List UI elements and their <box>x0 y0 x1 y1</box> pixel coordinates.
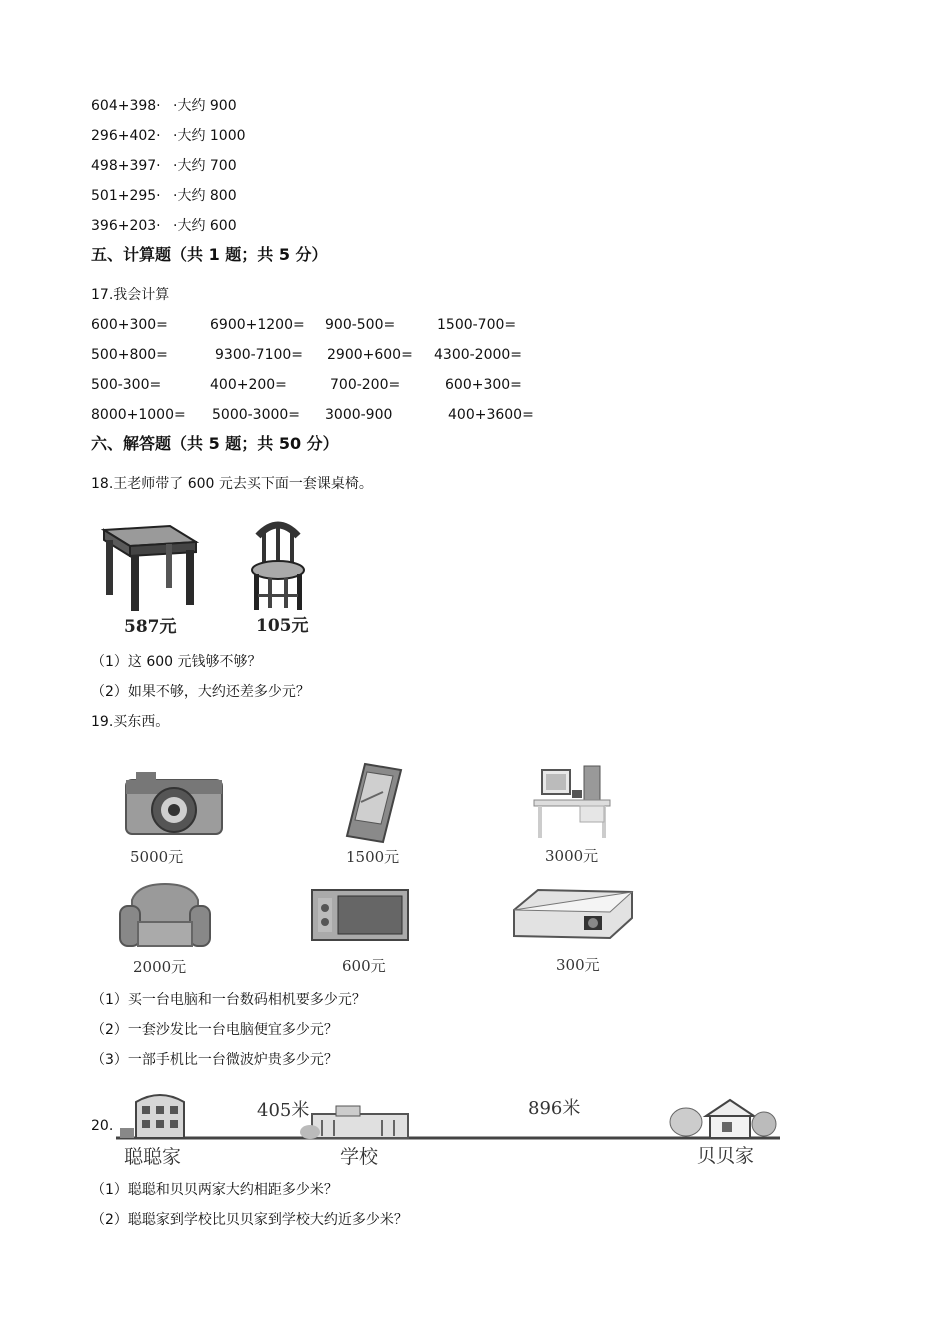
match-right-1: ·大约 900 <box>173 98 237 114</box>
match-left-4: 501+295· <box>91 188 161 204</box>
match-left-3: 498+397· <box>91 158 161 174</box>
distance-label-1: 405米 <box>257 1100 310 1121</box>
calc-r2-c4: 4300-2000= <box>434 347 523 363</box>
projector-price: 300元 <box>556 956 600 974</box>
match-left-2: 296+402· <box>91 128 161 144</box>
calc-r4-c1: 8000+1000= <box>91 407 186 423</box>
question-19-sub-1: （1）买一台电脑和一台数码相机要多少元？ <box>91 992 366 1008</box>
calc-r4-c2: 5000-3000= <box>212 407 301 423</box>
chair-icon <box>248 514 308 614</box>
match-right-4: ·大约 800 <box>173 188 237 204</box>
phone-price: 1500元 <box>346 848 400 866</box>
calc-r3-c2: 400+200= <box>210 377 287 393</box>
phone-icon <box>343 762 403 844</box>
place-beibei-home: 贝贝家 <box>697 1145 755 1167</box>
school-icon <box>300 1106 408 1139</box>
calc-r1-c2: 6900+1200= <box>210 317 305 333</box>
beibei-house-icon <box>670 1100 776 1138</box>
question-17-title: 17.我会计算 <box>91 287 170 303</box>
question-19-sub-3: （3）一部手机比一台微波炉贵多少元？ <box>91 1052 338 1068</box>
question-20-sub-1: （1）聪聪和贝贝两家大约相距多少米？ <box>91 1182 338 1198</box>
match-right-3: ·大约 700 <box>173 158 237 174</box>
section-6-heading: 六、解答题（共 5 题；共 50 分） <box>91 434 339 453</box>
question-18-title: 18.王老师带了 600 元去买下面一套课桌椅。 <box>91 476 373 492</box>
microwave-price: 600元 <box>342 957 386 975</box>
match-right-2: ·大约 1000 <box>173 128 246 144</box>
sofa-price: 2000元 <box>133 958 187 976</box>
distance-label-2: 896米 <box>528 1098 581 1119</box>
desk-price: 587元 <box>124 617 177 637</box>
calc-r3-c4: 600+300= <box>445 377 522 393</box>
sofa-icon <box>118 880 212 952</box>
route-diagram <box>112 1088 784 1144</box>
match-left-5: 396+203· <box>91 218 161 234</box>
chair-price: 105元 <box>256 616 309 636</box>
projector-icon <box>510 884 636 944</box>
match-right-5: ·大约 600 <box>173 218 237 234</box>
place-congcong-home: 聪聪家 <box>124 1146 182 1168</box>
calc-r4-c4: 400+3600= <box>448 407 534 423</box>
calc-r1-c3: 900-500= <box>325 317 396 333</box>
calc-r2-c3: 2900+600= <box>327 347 413 363</box>
place-school: 学校 <box>340 1146 379 1168</box>
microwave-icon <box>310 888 410 944</box>
calc-r2-c2: 9300-7100= <box>215 347 304 363</box>
calc-r1-c4: 1500-700= <box>437 317 517 333</box>
question-20-number: 20. <box>91 1118 114 1134</box>
desk-icon <box>100 520 200 615</box>
calc-r2-c1: 500+800= <box>91 347 168 363</box>
computer-icon <box>532 764 612 840</box>
section-5-heading: 五、计算题（共 1 题；共 5 分） <box>91 245 328 264</box>
question-20-sub-2: （2）聪聪家到学校比贝贝家到学校大约近多少米？ <box>91 1212 408 1228</box>
question-19-title: 19.买东西。 <box>91 714 170 730</box>
congcong-house-icon <box>120 1095 184 1138</box>
question-18-sub-2: （2）如果不够，大约还差多少元？ <box>91 684 310 700</box>
camera-icon <box>122 766 226 838</box>
computer-price: 3000元 <box>545 847 599 865</box>
calc-r1-c1: 600+300= <box>91 317 168 333</box>
question-18-sub-1: （1）这 600 元钱够不够？ <box>91 654 262 670</box>
calc-r3-c1: 500-300= <box>91 377 162 393</box>
camera-price: 5000元 <box>130 848 184 866</box>
match-left-1: 604+398· <box>91 98 161 114</box>
calc-r3-c3: 700-200= <box>330 377 401 393</box>
question-19-sub-2: （2）一套沙发比一台电脑便宜多少元？ <box>91 1022 338 1038</box>
calc-r4-c3: 3000-900 <box>325 407 393 423</box>
